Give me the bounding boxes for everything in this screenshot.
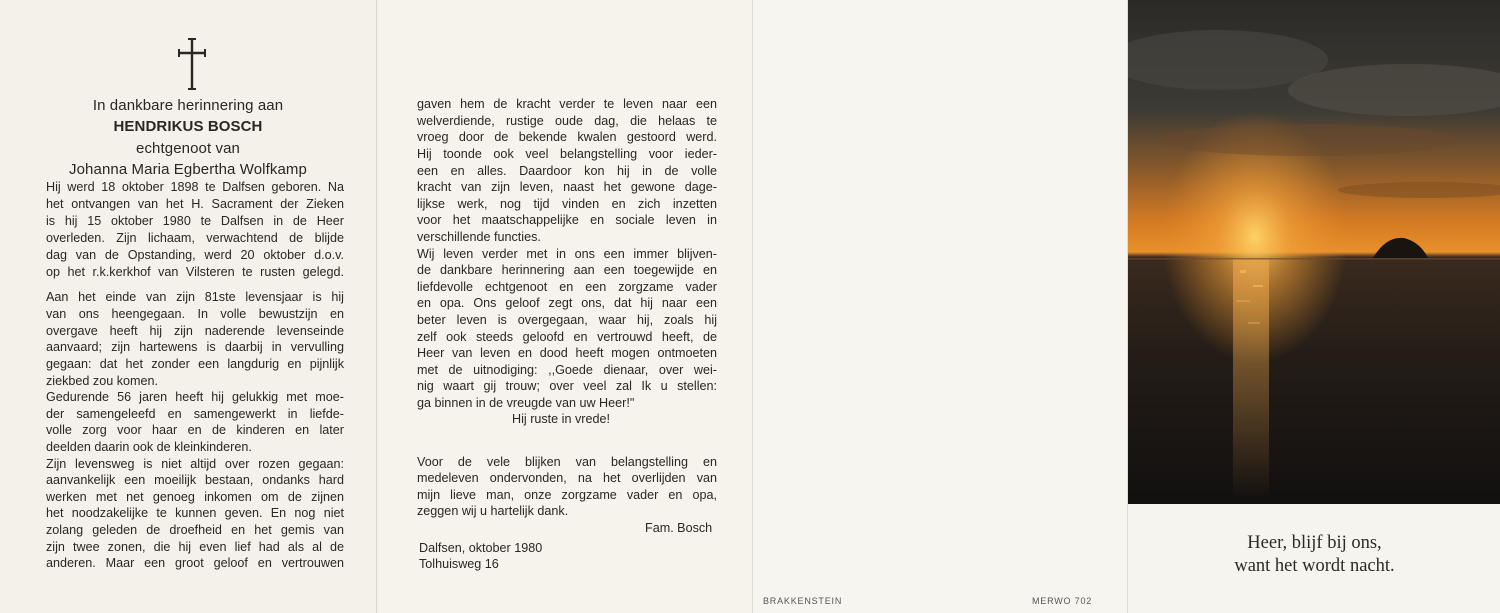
text-line: werken met net genoeg inkomen om de zijnen [46,490,344,504]
text-line: ga binnen in de vreugde van uw Heer!" [417,396,635,410]
relation-text: echtgenoot van [136,140,240,157]
motto-line-2: want het wordt nacht. [1234,556,1395,576]
text-line: welverdiende, rustige oude dag, die helaas te [417,114,717,128]
text-line: overgave heeft hij zijn naderende levenseinde [46,324,344,338]
text-line: zolang geleden de droefheid en het gemis van [46,523,344,537]
deceased-name: HENDRIKUS BOSCH [113,118,263,135]
intro-text: In dankbare herinnering aan [92,97,284,114]
text-line: volle zorg voor haar en de kinderen en later [46,423,344,437]
text-line: Wij leven verder met in ons een immer blijven- [417,247,717,261]
text-line: gegaan: dat het zonder een langdurig en pijnlijk [46,357,344,371]
text-line: Hij toonde ook veel belangstelling voor ieder- [417,147,717,161]
middle-panel [376,0,752,613]
text-line: het noodzakelijke te kunnen geven. En nog niet [46,506,344,520]
text-line: deelden daarin ook de kleinkinderen. [46,440,252,454]
text-line: vroeg door de bekende kwalen gestoord werd. [417,130,717,144]
text-line: van ons heengegaan. In volle bewustzijn en [46,307,344,321]
front-panel [1127,0,1500,613]
motto-line-1: Heer, blijf bij ons, [1247,533,1382,553]
rest-in-peace: Hij ruste in vrede! [512,412,610,426]
text-line: Zijn levensweg is niet altijd over rozen gegaan: [46,457,344,471]
place-date: Dalfsen, oktober 1980 [419,541,543,555]
text-line: beter leven is overgegaan, waar hij, zoals hij [417,313,717,327]
text-line: verschillende functies. [417,230,541,244]
card-code: MERWO 702 [1032,596,1093,606]
text-line: de dankbare herinnering aan een toegewijde en [417,263,717,277]
text-line: op het r.k.kerkhof van Vilsteren te rusten gelegd. [46,265,344,279]
address: Tolhuisweg 16 [419,557,499,571]
text-line: een en alles. Daardoor kon hij in de volle [417,164,717,178]
signature: Fam. Bosch [645,521,713,535]
text-line: liefdevolle echtgenoot en een zorgzame vader [417,280,717,294]
text-line: aanvankelijk een moeilijk bestaan, ondanks hard [46,473,344,487]
text-line: zelf ook steeds geloofd en vertrouwd heeft, de [417,330,717,344]
text-line: Voor de vele blijken van belangstelling en [417,455,717,469]
text-line: medeleven ondervonden, na het overlijden van [417,471,717,485]
text-line: dag van de Opstanding, werd 20 oktober d.o.v. [46,248,344,262]
text-line: Gedurende 56 jaren heeft hij gelukkig met moe- [46,390,344,404]
text-line: lijkse werk, nog tijd vinden en zich inzetten [417,197,717,211]
latin-cross-icon [173,37,211,91]
text-line: met de uitnodiging: ,,Goede dienaar, over wei- [417,363,717,377]
text-line: overleden. Zijn lichaam, verwachtend de blijde [46,231,344,245]
spouse-name: Johanna Maria Egbertha Wolfkamp [69,161,307,178]
sunset-over-sea-photo [1128,0,1500,504]
text-line: anderen. Maar een groot geloof en vertrouwen [46,556,344,570]
text-line: Aan het einde van zijn 81ste levensjaar is hij [46,290,344,304]
text-line: aanvaard; zijn hartewens is daarbij in vervulling [46,340,344,354]
text-line: kracht van zijn leven, naast het gewone dage- [417,180,717,194]
text-line: zijn twee zonen, die hij even lief had als al de [46,540,344,554]
left-panel [0,0,376,613]
text-line: Heer van leven en dood heeft mogen ontmoeten [417,346,717,360]
text-line: der samengeleefd en samengewerkt in liefde- [46,407,344,421]
text-line: nig waart gij trouw; over veel zal Ik u stellen: [417,379,717,393]
text-line: het ontvangen van het H. Sacrament der Zieken [46,197,344,211]
printer-name: BRAKKENSTEIN [763,596,843,606]
text-line: zeggen wij u hartelijk dank. [417,504,569,518]
text-line: is hij 15 oktober 1980 te Dalfsen in de Heer [46,214,344,228]
text-line: ziekbed zou komen. [46,374,159,388]
text-line: voor het maatschappelijke en sociale leven in [417,213,717,227]
text-line: gaven hem de kracht verder te leven naar een [417,97,717,111]
text-line: Hij werd 18 oktober 1898 te Dalfsen geboren. Na [46,180,344,194]
text-line: mijn lieve man, onze zorgzame vader en opa, [417,488,717,502]
back-panel [752,0,1127,613]
text-line: en opa. Ons geloof zegt ons, dat hij naar een [417,296,717,310]
